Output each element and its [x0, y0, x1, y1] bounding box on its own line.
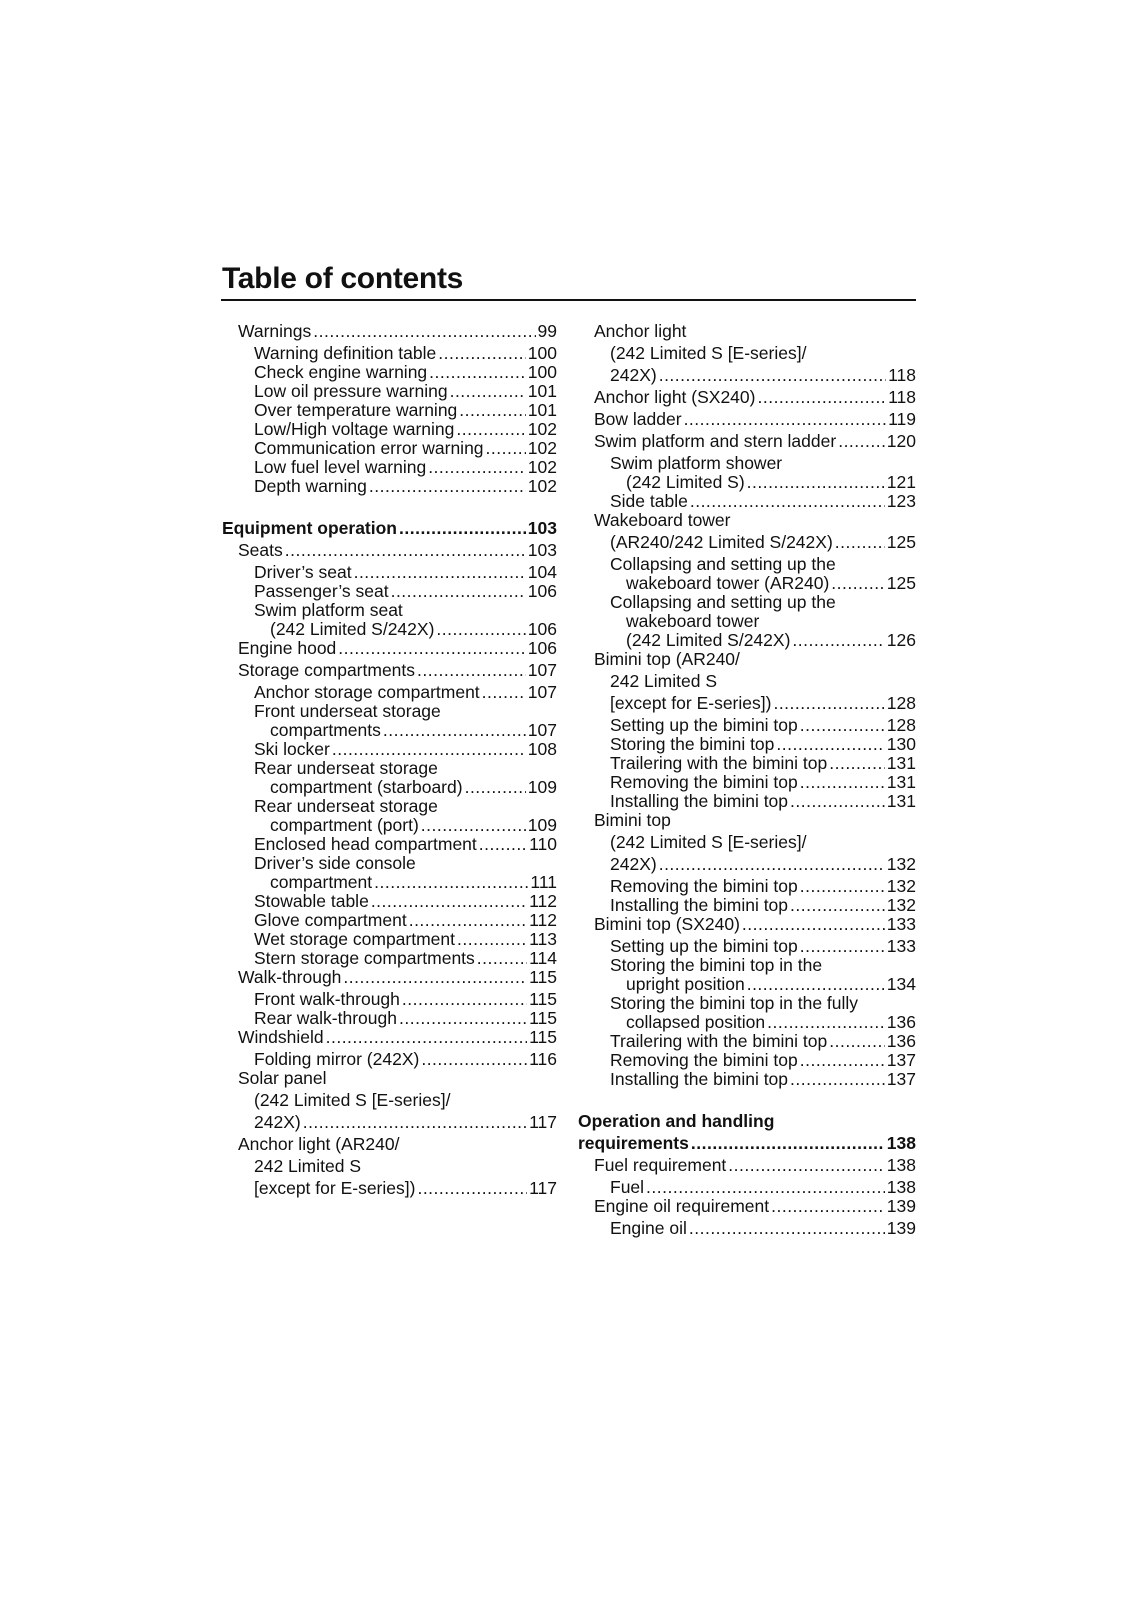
toc-entry: [594, 408, 916, 430]
toc-entry-title: Bow ladder: [594, 409, 682, 429]
toc-entry: [594, 430, 916, 452]
toc-entry: [610, 531, 916, 553]
toc-entry: [594, 648, 916, 670]
toc-entry-title: Anchor light (SX240): [594, 387, 756, 407]
toc-page-number: 119: [888, 409, 916, 429]
toc-entry-title: wakeboard tower: [626, 611, 760, 631]
toc-entry-title: Over temperature warning: [254, 400, 458, 420]
toc-entry-title: Removing the bimini top: [610, 772, 798, 792]
toc-entry-title: Seats: [238, 540, 283, 560]
toc-entry-title: 242 Limited S: [254, 1156, 362, 1176]
toc-page-number: 125: [886, 573, 916, 593]
toc-entry: [610, 364, 916, 386]
toc-entry-title: Side table: [610, 491, 688, 511]
toc-entry: [610, 692, 916, 714]
toc-entry-title: Setting up the bimini top: [610, 936, 798, 956]
toc-page-number: 139: [886, 1218, 916, 1238]
toc-page-number: 102: [527, 438, 557, 458]
toc-leader-dots: [659, 853, 885, 875]
toc-entry-title: Stern storage compartments: [254, 948, 475, 968]
toc-entry-title: Driver’s seat: [254, 562, 352, 582]
toc-entry-title: Collapsing and setting up the: [610, 592, 836, 612]
toc-entry-title: Engine oil: [610, 1218, 687, 1238]
toc-page-number: 120: [886, 431, 916, 451]
toc-entry-title: Fuel requirement: [594, 1155, 727, 1175]
toc-page-number: 117: [529, 1178, 557, 1198]
toc-entry-title: Low/High voltage warning: [254, 419, 455, 439]
toc-entry-title: 242X): [254, 1112, 301, 1132]
toc-page-number: 102: [527, 457, 557, 477]
toc-page-number: 125: [886, 532, 916, 552]
toc-page-number: 138: [886, 1155, 916, 1175]
toc-entry: [594, 320, 916, 342]
toc-page-number: 128: [886, 715, 916, 735]
toc-page-number: 108: [527, 739, 557, 759]
toc-page-number: 131: [886, 791, 916, 811]
toc-entry: [254, 1089, 557, 1111]
toc-leader-dots: [684, 408, 887, 430]
toc-entry-title: Wet storage compartment: [254, 929, 456, 949]
toc-leader-dots: [343, 966, 527, 988]
toc-entry-title: Storage compartments: [238, 660, 416, 680]
toc-page-number: 107: [527, 682, 557, 702]
toc-entry: [594, 1154, 916, 1176]
toc-entry-title: Installing the bimini top: [610, 1069, 789, 1089]
toc-page-number: 103: [527, 540, 557, 560]
toc-page-number: 115: [529, 1008, 557, 1028]
toc-page-number: 113: [529, 929, 557, 949]
toc-page-number: 132: [886, 854, 916, 874]
toc-entry-title: (242 Limited S [E-series]/: [610, 343, 807, 363]
toc-entry-title: Wakeboard tower: [594, 510, 731, 530]
toc-page-number: 102: [527, 476, 557, 496]
toc-page-number: 109: [527, 777, 557, 797]
toc-page-number: 133: [886, 936, 916, 956]
toc-entry-title: Engine hood: [238, 638, 337, 658]
toc-page-number: 134: [886, 974, 916, 994]
toc-entry: [254, 475, 557, 497]
toc-entry: [238, 1067, 557, 1089]
toc-entry-title: Swim platform seat: [254, 600, 403, 620]
toc-entry: [222, 517, 557, 539]
toc-entry-title: Storing the bimini top in the fully: [610, 993, 859, 1013]
toc-entry-title: Rear walk-through: [254, 1008, 397, 1028]
toc-page-number: 130: [886, 734, 916, 754]
toc-entry-title: Engine oil requirement: [594, 1196, 770, 1216]
toc-entry: [238, 966, 557, 988]
toc-page-number: 128: [886, 693, 916, 713]
toc-entry-title: (242 Limited S [E-series]/: [254, 1090, 451, 1110]
toc-page-number: 114: [529, 948, 557, 968]
toc-entry-title: Equipment operation: [222, 518, 397, 538]
toc-page-number: 106: [527, 619, 557, 639]
toc-leader-dots: [691, 1132, 885, 1154]
toc-leader-dots: [838, 430, 885, 452]
toc-leader-dots: [369, 475, 526, 497]
toc-entry-title: collapsed position: [626, 1012, 766, 1032]
toc-page-number: 136: [886, 1031, 916, 1051]
toc-entry-title: Collapsing and setting up the: [610, 554, 836, 574]
toc-page-number: 107: [527, 660, 557, 680]
toc-entry: [610, 1068, 916, 1090]
toc-entry-title: Installing the bimini top: [610, 895, 789, 915]
toc-page-number: 107: [527, 720, 557, 740]
toc-entry-title: Enclosed head compartment: [254, 834, 477, 854]
toc-page-number: 112: [529, 910, 557, 930]
toc-entry-title: Communication error warning: [254, 438, 484, 458]
toc-page-number: 111: [530, 872, 557, 892]
toc-entry-title: Driver’s side console: [254, 853, 416, 873]
toc-leader-dots: [835, 531, 885, 553]
toc-page-number: 100: [527, 343, 557, 363]
toc-page-number: 137: [886, 1050, 916, 1070]
toc-entry-title: Bimini top (SX240): [594, 914, 740, 934]
toc-entry-title: Front walk-through: [254, 989, 400, 1009]
toc-entry-title: Windshield: [238, 1027, 324, 1047]
toc-entry: [610, 1217, 916, 1239]
toc-page-number: 115: [529, 989, 557, 1009]
toc-leader-dots: [659, 364, 886, 386]
toc-page-number: 133: [886, 914, 916, 934]
toc-entry-title: Warnings: [238, 321, 312, 341]
toc-entry-title: Removing the bimini top: [610, 1050, 798, 1070]
toc-entry-title: 242 Limited S: [610, 671, 718, 691]
toc-entry: [238, 1133, 557, 1155]
toc-leader-dots: [689, 1217, 885, 1239]
toc-page-number: 106: [527, 638, 557, 658]
toc-leader-dots: [338, 637, 526, 659]
toc-page-number: 131: [886, 753, 916, 773]
toc-page-number: 121: [886, 472, 916, 492]
toc-entry-title: [except for E-series]): [254, 1178, 416, 1198]
toc-leader-dots: [303, 1111, 527, 1133]
toc-entry: [594, 809, 916, 831]
toc-page-number: 138: [886, 1177, 916, 1197]
toc-page-number: 132: [886, 876, 916, 896]
toc-page-number: 102: [527, 419, 557, 439]
toc-entry-title: Check engine warning: [254, 362, 428, 382]
toc-entry-title: (242 Limited S [E-series]/: [610, 832, 807, 852]
toc-entry: [578, 1132, 916, 1154]
toc-page-number: 116: [529, 1049, 557, 1069]
toc-entry: [610, 831, 916, 853]
toc-entry-title: (AR240/242 Limited S/242X): [610, 532, 833, 552]
toc-entry-title: (242 Limited S/242X): [626, 630, 791, 650]
toc-entry-title: Removing the bimini top: [610, 876, 798, 896]
toc-entry-title: Trailering with the bimini top: [610, 753, 828, 773]
toc-entry: [610, 670, 916, 692]
toc-page-number: 103: [527, 518, 557, 538]
toc-entry-title: Passenger’s seat: [254, 581, 389, 601]
toc-entry-title: Stowable table: [254, 891, 369, 911]
toc-entry: [238, 1026, 557, 1048]
toc-leader-dots: [728, 1154, 885, 1176]
toc-entry-title: Folding mirror (242X): [254, 1049, 420, 1069]
toc-entry-title: Glove compartment: [254, 910, 407, 930]
toc-entry-title: Low oil pressure warning: [254, 381, 448, 401]
toc-entry-title: 242X): [610, 854, 657, 874]
toc-page-number: 131: [886, 772, 916, 792]
toc-leader-dots: [790, 1068, 885, 1090]
toc-entry-title: Warning definition table: [254, 343, 437, 363]
toc-entry-title: Rear underseat storage: [254, 796, 438, 816]
toc-entry-title: [except for E-series]): [610, 693, 772, 713]
toc-entry: [594, 509, 916, 531]
toc-leader-dots: [285, 539, 526, 561]
toc-page-number: 139: [886, 1196, 916, 1216]
title-underline: [221, 299, 916, 301]
toc-entry-title: Trailering with the bimini top: [610, 1031, 828, 1051]
toc-entry-title: Storing the bimini top in the: [610, 955, 823, 975]
toc-page-number: 118: [888, 365, 916, 385]
toc-page-number: 101: [527, 381, 557, 401]
toc-entry-title: Depth warning: [254, 476, 367, 496]
toc-leader-dots: [313, 320, 535, 342]
toc-page-number: 126: [886, 630, 916, 650]
toc-leader-dots: [417, 659, 526, 681]
toc-entry: [238, 539, 557, 561]
toc-entry: [610, 853, 916, 875]
toc-page-number: 99: [537, 321, 557, 341]
toc-entry-title: Front underseat storage: [254, 701, 441, 721]
toc-page-number: 132: [886, 895, 916, 915]
toc-entry: [254, 1177, 557, 1199]
toc-entry-title: Installing the bimini top: [610, 791, 789, 811]
toc-entry: [254, 1111, 557, 1133]
toc-page-number: 100: [527, 362, 557, 382]
toc-entry: [594, 1195, 916, 1217]
toc-entry: [254, 1155, 557, 1177]
toc-entry-title: compartments: [270, 720, 381, 740]
toc-page-number: 118: [888, 387, 916, 407]
toc-page-number: 110: [529, 834, 557, 854]
toc-page-number: 104: [527, 562, 557, 582]
toc-page-number: 106: [527, 581, 557, 601]
toc-entry-title: compartment (starboard): [270, 777, 463, 797]
toc-page-number: 138: [886, 1133, 916, 1153]
toc-entry-title: 242X): [610, 365, 657, 385]
toc-entry-title: Low fuel level warning: [254, 457, 427, 477]
toc-entry-title: upright position: [626, 974, 745, 994]
toc-leader-dots: [417, 1177, 527, 1199]
toc-leader-dots: [399, 517, 526, 539]
toc-entry: [238, 320, 557, 342]
toc-page-number: 115: [529, 1027, 557, 1047]
toc-entry-title: Bimini top: [594, 810, 671, 830]
toc-entry: [238, 659, 557, 681]
toc-entry-title: Bimini top (AR240/: [594, 649, 740, 669]
toc-leader-dots: [771, 1195, 885, 1217]
toc-page-number: 123: [886, 491, 916, 511]
toc-entry-title: Operation and handling: [578, 1111, 775, 1131]
toc-page-number: 137: [886, 1069, 916, 1089]
page-title: Table of contents: [222, 262, 464, 295]
toc-entry-title: Anchor storage compartment: [254, 682, 480, 702]
toc-entry-title: compartment (port): [270, 815, 419, 835]
toc-page-number: 136: [886, 1012, 916, 1032]
toc-entry: [238, 637, 557, 659]
toc-leader-dots: [757, 386, 886, 408]
toc-entry-title: Anchor light: [594, 321, 687, 341]
toc-entry-title: Walk-through: [238, 967, 342, 987]
toc-entry: [578, 1110, 916, 1132]
toc-entry-title: Swim platform shower: [610, 453, 783, 473]
toc-leader-dots: [773, 692, 884, 714]
toc-entry-title: Setting up the bimini top: [610, 715, 798, 735]
toc-entry: [594, 386, 916, 408]
toc-entry-title: Swim platform and stern ladder: [594, 431, 837, 451]
toc-page-number: 115: [529, 967, 557, 987]
toc-entry: [594, 913, 916, 935]
toc-entry-title: Fuel: [610, 1177, 645, 1197]
toc-entry-title: Rear underseat storage: [254, 758, 438, 778]
toc-page-number: 117: [529, 1112, 557, 1132]
toc-page-number: 101: [527, 400, 557, 420]
toc-entry-title: Anchor light (AR240/: [238, 1134, 400, 1154]
toc-entry-title: Solar panel: [238, 1068, 327, 1088]
toc-entry-title: requirements: [578, 1133, 689, 1153]
toc-entry-title: (242 Limited S/242X): [270, 619, 435, 639]
toc-page-number: 109: [527, 815, 557, 835]
toc-entry-title: compartment: [270, 872, 373, 892]
toc-leader-dots: [742, 913, 885, 935]
toc-leader-dots: [326, 1026, 527, 1048]
toc-entry-title: Ski locker: [254, 739, 330, 759]
toc-entry-title: Storing the bimini top: [610, 734, 775, 754]
toc-entry: [610, 342, 916, 364]
toc-page-number: 112: [529, 891, 557, 911]
toc-entry-title: wakeboard tower (AR240): [626, 573, 830, 593]
toc-entry-title: (242 Limited S): [626, 472, 745, 492]
